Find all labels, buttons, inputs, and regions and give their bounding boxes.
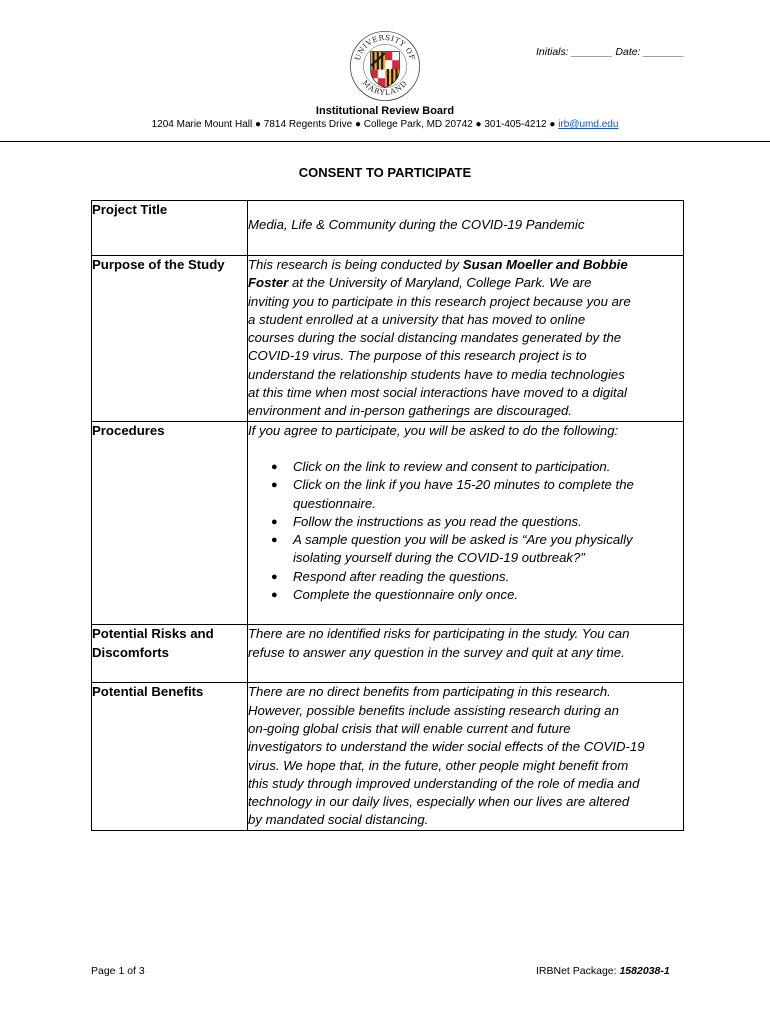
org-name: Institutional Review Board [315, 105, 455, 117]
table-row-purpose [92, 256, 684, 422]
list-item: ● Follow the instructions as you read the questions. [248, 513, 683, 531]
project-title-cell [248, 201, 684, 256]
page-title: CONSENT TO PARTICIPATE [298, 165, 472, 180]
researcher-names: Susan Moeller and Bobbie [462, 257, 628, 272]
consent-table [91, 200, 684, 831]
university-seal-logo [349, 30, 421, 102]
seal-bottom-text: MARYLAND [360, 78, 410, 97]
purpose-label: Purpose of the Study [92, 256, 248, 422]
list-item: ● Complete the questionnaire only once. [248, 586, 683, 604]
purpose-text: This research is being conducted by Susan Moeller and Bobbie Foster at the University of Maryland, College Park. We are inviting you to participate in this research project because you are a student enrolled at a university that has moved to online courses during the social distancing mandates generated by the COVID-19 virus. The purpose of this research project is to understand the relationship students have to media technologies at this time when most social interactions have moved to a digital environment and in-person gatherings are discouraged. [248, 256, 684, 422]
procedures-intro: If you agree to participate, you will be asked to do the following: [248, 422, 619, 438]
risks-label: Potential Risks and Discomforts [92, 625, 248, 683]
seal-top-text: UNIVERSITY OF [352, 32, 418, 62]
table-row-project-title [92, 201, 684, 256]
address-text: 1204 Marie Mount Hall ● 7814 Regents Drive ● College Park, MD 20742 ● 301-405-4212 ● [151, 119, 556, 130]
org-address [0, 119, 770, 130]
benefits-label: Potential Benefits [92, 683, 248, 830]
list-item: ● Click on the link if you have 15-20 minutes to complete the questionnaire. [248, 476, 683, 513]
procedures-list [248, 458, 683, 604]
page-number: Page 1 of 3 [91, 965, 145, 977]
list-item: ● Click on the link to review and consent to participation. [248, 458, 683, 476]
initials-date-line: Initials: _______ Date: _______ [536, 46, 685, 58]
list-item: ● A sample question you will be asked is “Are you physically isolating yourself during the COVID-19 outbreak?” [248, 531, 683, 568]
email-link[interactable]: irb@umd.edu [558, 119, 619, 130]
risks-text: There are no identified risks for participating in the study. You can refuse to answer any question in the survey and quit at any time. [248, 625, 684, 683]
header-divider [0, 141, 770, 142]
project-title-label: Project Title [92, 201, 248, 256]
researcher-surname: Foster [248, 275, 289, 291]
list-item: ● Respond after reading the questions. [248, 568, 683, 586]
package-id: IRBNet Package: 1582038-1 [536, 965, 670, 977]
table-row-procedures [92, 421, 684, 625]
procedures-label: Procedures [92, 421, 248, 625]
procedures-cell [248, 421, 684, 625]
table-row-risks [92, 625, 684, 683]
benefits-text: There are no direct benefits from participating in this research. However, possible benefits include assisting research during an on-going global crisis that will enable current and future investigators to understand the wider social effects of the COVID-19 virus. We hope that, in the future, other people might benefit from this study through improved understanding of the role of media and technology in our daily lives, especially when our lives are altered by mandated social distancing. [248, 683, 684, 830]
table-row-benefits [92, 683, 684, 830]
project-title-value: Media, Life & Community during the COVID-19 Pandemic [248, 217, 585, 232]
